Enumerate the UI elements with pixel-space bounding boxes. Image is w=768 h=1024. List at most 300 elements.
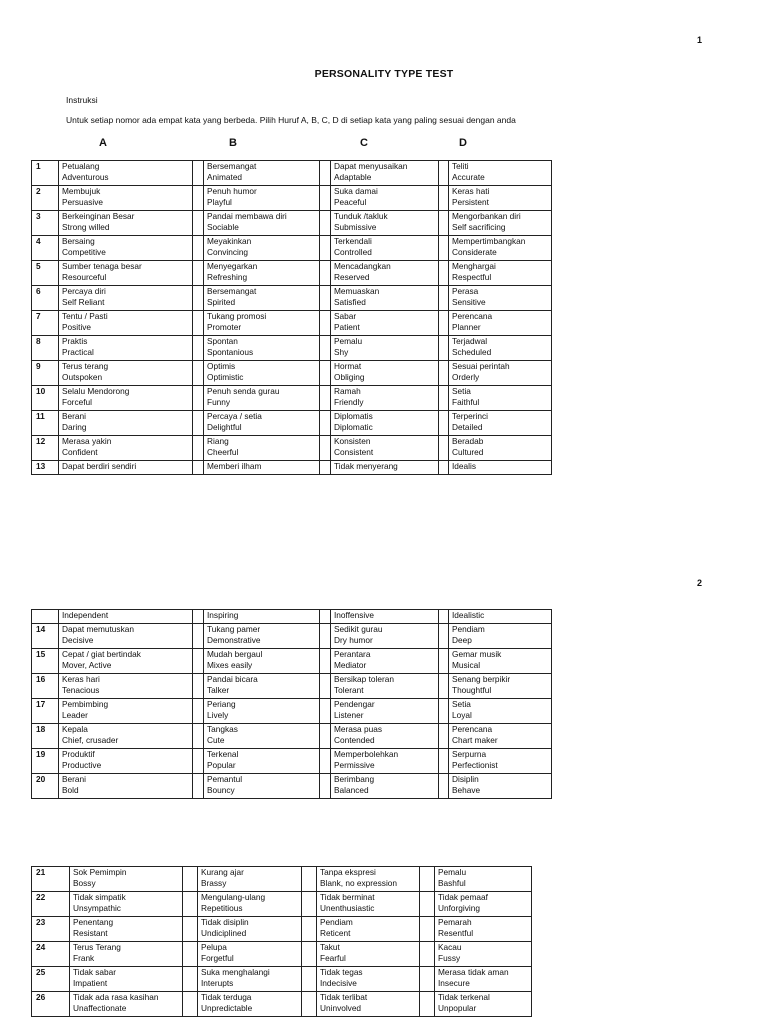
option-d-cell: [449, 261, 552, 286]
option-d-cell: [449, 774, 552, 799]
option-b-cell: [204, 336, 320, 361]
answer-box[interactable]: [439, 436, 449, 461]
indonesian-word: Pendengar: [334, 699, 375, 709]
option-b-cell: [204, 311, 320, 336]
indonesian-word: Tentu / Pasti: [62, 311, 108, 321]
option-c-cell: [331, 236, 439, 261]
answer-box[interactable]: [439, 624, 449, 649]
indonesian-word: Penuh humor: [207, 186, 257, 196]
option-a-cell: [59, 749, 193, 774]
english-word: Lively: [207, 710, 229, 720]
answer-box[interactable]: [193, 311, 204, 336]
answer-box[interactable]: [420, 867, 435, 892]
indonesian-word: Tidak ada rasa kasihan: [73, 992, 159, 1002]
answer-box[interactable]: [320, 610, 331, 624]
answer-box[interactable]: [439, 361, 449, 386]
answer-box[interactable]: [193, 411, 204, 436]
indonesian-word: Kepala: [62, 724, 88, 734]
indonesian-word: Bersemangat: [207, 161, 257, 171]
indonesian-word: Dapat memutuskan: [62, 624, 134, 634]
english-word: Repetitious: [201, 903, 243, 913]
table-row: [32, 261, 552, 286]
answer-box[interactable]: [320, 624, 331, 649]
row-number: 12: [32, 436, 59, 461]
english-word: Forceful: [62, 397, 92, 407]
answer-box[interactable]: [320, 336, 331, 361]
answer-box[interactable]: [302, 967, 317, 992]
english-word: Musical: [452, 660, 481, 670]
english-word: Reserved: [334, 272, 370, 282]
english-word: Insecure: [438, 978, 470, 988]
option-c-cell: [331, 161, 439, 186]
indonesian-word: Tunduk /takluk: [334, 211, 388, 221]
answer-box[interactable]: [320, 361, 331, 386]
english-word: Resistant: [73, 928, 108, 938]
row-number: 21: [32, 867, 70, 892]
indonesian-word: Bersemangat: [207, 286, 257, 296]
indonesian-word: Keras hati: [452, 186, 490, 196]
indonesian-word: Disiplin: [452, 774, 479, 784]
english-word: Consistent: [334, 447, 374, 457]
option-c-cell: [331, 386, 439, 411]
indonesian-word: Hormat: [334, 361, 362, 371]
indonesian-word: Meyakinkan: [207, 236, 252, 246]
indonesian-word: Mencadangkan: [334, 261, 391, 271]
indonesian-word: Bersaing: [62, 236, 95, 246]
option-c-cell: [317, 917, 420, 942]
option-d-cell: [449, 336, 552, 361]
row-number: 1: [32, 161, 59, 186]
answer-box[interactable]: [320, 186, 331, 211]
indonesian-word: Mengulang-ulang: [201, 892, 266, 902]
answer-box[interactable]: [439, 386, 449, 411]
option-b-cell: [204, 411, 320, 436]
english-word: Uninvolved: [320, 1003, 362, 1013]
option-a-cell: [59, 461, 193, 475]
row-number: 2: [32, 186, 59, 211]
answer-box[interactable]: [193, 724, 204, 749]
answer-box[interactable]: [320, 774, 331, 799]
answer-box[interactable]: [193, 674, 204, 699]
answer-box[interactable]: [183, 967, 198, 992]
option-c-cell: [331, 649, 439, 674]
english-word: Strong willed: [62, 222, 110, 232]
row-number: 8: [32, 336, 59, 361]
option-a-cell: [70, 942, 183, 967]
english-word: Delightful: [207, 422, 242, 432]
indonesian-word: Pelupa: [201, 942, 227, 952]
indonesian-word: Terus Terang: [73, 942, 121, 952]
option-d-cell: [435, 917, 532, 942]
english-word: Submissive: [334, 222, 377, 232]
indonesian-word: Berkeinginan Besar: [62, 211, 135, 221]
option-d-cell: [449, 674, 552, 699]
indonesian-word: Penuh senda gurau: [207, 386, 280, 396]
answer-box[interactable]: [302, 917, 317, 942]
answer-box[interactable]: [320, 674, 331, 699]
option-c-cell: [331, 411, 439, 436]
indonesian-word: Idealistic: [452, 610, 485, 620]
table-row: [32, 411, 552, 436]
indonesian-word: Kurang ajar: [201, 867, 244, 877]
english-word: Unaffectionate: [73, 1003, 127, 1013]
option-d-cell: [449, 724, 552, 749]
answer-box[interactable]: [193, 336, 204, 361]
english-word: Blank, no expression: [320, 878, 398, 888]
english-word: Cute: [207, 735, 225, 745]
answer-box[interactable]: [193, 386, 204, 411]
english-word: Competitive: [62, 247, 106, 257]
table-row: [32, 336, 552, 361]
indonesian-word: Pembimbing: [62, 699, 109, 709]
indonesian-word: Percaya diri: [62, 286, 106, 296]
indonesian-word: Independent: [62, 610, 109, 620]
option-a-cell: [59, 436, 193, 461]
indonesian-word: Suka damai: [334, 186, 378, 196]
row-number: 11: [32, 411, 59, 436]
option-b-cell: [198, 917, 302, 942]
indonesian-word: Tidak tegas: [320, 967, 363, 977]
answer-box[interactable]: [320, 261, 331, 286]
option-d-cell: [449, 411, 552, 436]
option-d-cell: [449, 699, 552, 724]
english-word: Productive: [62, 760, 102, 770]
option-b-cell: [204, 286, 320, 311]
answer-box[interactable]: [439, 311, 449, 336]
column-header-c: C: [360, 137, 368, 149]
answer-box[interactable]: [193, 186, 204, 211]
option-a-cell: [59, 699, 193, 724]
indonesian-word: Perantara: [334, 649, 371, 659]
english-word: Thoughtful: [452, 685, 492, 695]
indonesian-word: Terus terang: [62, 361, 109, 371]
table-row: [32, 892, 532, 917]
indonesian-word: Setia: [452, 699, 471, 709]
english-word: Confident: [62, 447, 98, 457]
english-word: Faithful: [452, 397, 480, 407]
option-d-cell: [449, 361, 552, 386]
answer-box[interactable]: [320, 236, 331, 261]
indonesian-word: Ramah: [334, 386, 361, 396]
answer-box[interactable]: [320, 161, 331, 186]
table-row: [32, 624, 552, 649]
indonesian-word: Sedikit gurau: [334, 624, 383, 634]
row-number: 18: [32, 724, 59, 749]
answer-box[interactable]: [320, 436, 331, 461]
answer-box[interactable]: [183, 867, 198, 892]
page-title: PERSONALITY TYPE TEST: [314, 68, 454, 80]
option-d-cell: [449, 311, 552, 336]
english-word: Unpredictable: [201, 1003, 253, 1013]
english-word: Persuasive: [62, 197, 104, 207]
row-number: 3: [32, 211, 59, 236]
option-b-cell: [204, 211, 320, 236]
answer-box[interactable]: [320, 286, 331, 311]
english-word: Brassy: [201, 878, 227, 888]
indonesian-word: Tukang promosi: [207, 311, 267, 321]
option-d-cell: [449, 461, 552, 475]
option-c-cell: [317, 892, 420, 917]
answer-box[interactable]: [320, 411, 331, 436]
answer-box[interactable]: [320, 724, 331, 749]
english-word: Unpopular: [438, 1003, 477, 1013]
option-d-cell: [449, 186, 552, 211]
english-word: Decisive: [62, 635, 94, 645]
answer-box[interactable]: [320, 386, 331, 411]
option-c-cell: [331, 211, 439, 236]
answer-box[interactable]: [439, 699, 449, 724]
english-word: Bashful: [438, 878, 466, 888]
option-c-cell: [317, 942, 420, 967]
english-word: Bold: [62, 785, 79, 795]
english-word: Indecisive: [320, 978, 357, 988]
option-a-cell: [59, 311, 193, 336]
english-word: Tenacious: [62, 685, 100, 695]
option-c-cell: [317, 967, 420, 992]
option-c-cell: [331, 674, 439, 699]
column-header-a: A: [99, 137, 107, 149]
english-word: Adaptable: [334, 172, 372, 182]
answer-box[interactable]: [193, 774, 204, 799]
indonesian-word: Teliti: [452, 161, 469, 171]
answer-box[interactable]: [183, 942, 198, 967]
english-word: Persistent: [452, 197, 489, 207]
option-a-cell: [59, 186, 193, 211]
english-word: Sociable: [207, 222, 239, 232]
option-b-cell: [198, 867, 302, 892]
indonesian-word: Bersikap toleran: [334, 674, 394, 684]
answer-box[interactable]: [320, 699, 331, 724]
answer-box[interactable]: [320, 749, 331, 774]
answer-box[interactable]: [439, 749, 449, 774]
option-d-cell: [435, 892, 532, 917]
option-b-cell: [204, 749, 320, 774]
answer-box[interactable]: [439, 236, 449, 261]
answer-box[interactable]: [439, 211, 449, 236]
indonesian-word: Tidak berminat: [320, 892, 375, 902]
indonesian-word: Optimis: [207, 361, 236, 371]
indonesian-word: Perasa: [452, 286, 479, 296]
table-row: [32, 942, 532, 967]
answer-box[interactable]: [193, 161, 204, 186]
answer-box[interactable]: [420, 917, 435, 942]
english-word: Cheerful: [207, 447, 239, 457]
row-number: 15: [32, 649, 59, 674]
answer-box[interactable]: [193, 211, 204, 236]
answer-box[interactable]: [439, 461, 449, 475]
english-word: Detailed: [452, 422, 483, 432]
option-a-cell: [59, 361, 193, 386]
table-row: [32, 211, 552, 236]
answer-box[interactable]: [439, 610, 449, 624]
answer-box[interactable]: [183, 892, 198, 917]
row-number: 5: [32, 261, 59, 286]
table-row: [32, 461, 552, 475]
option-b-cell: [204, 161, 320, 186]
personality-table-1: [31, 160, 552, 475]
option-a-cell: [59, 724, 193, 749]
option-d-cell: [449, 649, 552, 674]
option-c-cell: [331, 749, 439, 774]
option-d-cell: [449, 161, 552, 186]
answer-box[interactable]: [193, 461, 204, 475]
option-a-cell: [59, 674, 193, 699]
english-word: Daring: [62, 422, 87, 432]
table-row: [32, 749, 552, 774]
instruction-label: Instruksi: [66, 95, 98, 105]
answer-box[interactable]: [183, 992, 198, 1017]
english-word: Obliging: [334, 372, 365, 382]
english-word: Self sacrificing: [452, 222, 506, 232]
indonesian-word: Merasa tidak aman: [438, 967, 509, 977]
option-a-cell: [59, 236, 193, 261]
indonesian-word: Terjadwal: [452, 336, 488, 346]
answer-box[interactable]: [420, 892, 435, 917]
option-a-cell: [70, 992, 183, 1017]
english-word: Unforgiving: [438, 903, 480, 913]
indonesian-word: Keras hari: [62, 674, 100, 684]
option-b-cell: [204, 261, 320, 286]
answer-box[interactable]: [439, 774, 449, 799]
row-number: 17: [32, 699, 59, 724]
answer-box[interactable]: [193, 261, 204, 286]
indonesian-word: Perencana: [452, 724, 493, 734]
indonesian-word: Penentang: [73, 917, 114, 927]
option-d-cell: [449, 286, 552, 311]
english-word: Interupts: [201, 978, 234, 988]
answer-box[interactable]: [439, 286, 449, 311]
option-b-cell: [198, 942, 302, 967]
row-number: 26: [32, 992, 70, 1017]
option-d-cell: [435, 867, 532, 892]
row-number: 10: [32, 386, 59, 411]
english-word: Leader: [62, 710, 88, 720]
answer-box[interactable]: [302, 992, 317, 1017]
table-row: [32, 186, 552, 211]
option-b-cell: [204, 236, 320, 261]
english-word: Self Reliant: [62, 297, 105, 307]
option-c-cell: [331, 610, 439, 624]
answer-box[interactable]: [193, 286, 204, 311]
indonesian-word: Pemalu: [334, 336, 363, 346]
table-row: [32, 992, 532, 1017]
indonesian-word: Merasa yakin: [62, 436, 112, 446]
english-word: Unenthusiastic: [320, 903, 375, 913]
answer-box[interactable]: [193, 649, 204, 674]
row-number: 25: [32, 967, 70, 992]
answer-box[interactable]: [193, 624, 204, 649]
answer-box[interactable]: [302, 942, 317, 967]
english-word: Permissive: [334, 760, 375, 770]
english-word: Mediator: [334, 660, 367, 670]
answer-box[interactable]: [439, 336, 449, 361]
row-number: 23: [32, 917, 70, 942]
answer-box[interactable]: [420, 967, 435, 992]
indonesian-word: Memuaskan: [334, 286, 380, 296]
answer-box[interactable]: [439, 411, 449, 436]
answer-box[interactable]: [193, 361, 204, 386]
answer-box[interactable]: [193, 610, 204, 624]
answer-box[interactable]: [420, 942, 435, 967]
option-b-cell: [204, 386, 320, 411]
personality-table-2: [31, 609, 552, 799]
answer-box[interactable]: [320, 211, 331, 236]
option-b-cell: [204, 624, 320, 649]
option-c-cell: [331, 461, 439, 475]
english-word: Tolerant: [334, 685, 364, 695]
english-word: Outspoken: [62, 372, 103, 382]
table-row: [32, 649, 552, 674]
answer-box[interactable]: [302, 892, 317, 917]
indonesian-word: Gemar musik: [452, 649, 502, 659]
row-number: 19: [32, 749, 59, 774]
option-b-cell: [204, 674, 320, 699]
column-header-d: D: [459, 137, 467, 149]
option-a-cell: [59, 610, 193, 624]
english-word: Planner: [452, 322, 481, 332]
option-b-cell: [198, 892, 302, 917]
answer-box[interactable]: [193, 699, 204, 724]
answer-box[interactable]: [183, 917, 198, 942]
option-a-cell: [59, 386, 193, 411]
english-word: Shy: [334, 347, 349, 357]
table-row: [32, 436, 552, 461]
answer-box[interactable]: [193, 236, 204, 261]
answer-box[interactable]: [439, 186, 449, 211]
answer-box[interactable]: [439, 649, 449, 674]
indonesian-word: Membujuk: [62, 186, 101, 196]
answer-box[interactable]: [320, 311, 331, 336]
option-a-cell: [59, 261, 193, 286]
english-word: Unsympathic: [73, 903, 121, 913]
answer-box[interactable]: [193, 436, 204, 461]
indonesian-word: Mempertimbangkan: [452, 236, 526, 246]
english-word: Spirited: [207, 297, 236, 307]
answer-box[interactable]: [439, 261, 449, 286]
indonesian-word: Pemantul: [207, 774, 243, 784]
option-c-cell: [317, 867, 420, 892]
indonesian-word: Serpurna: [452, 749, 487, 759]
indonesian-word: Menyegarkan: [207, 261, 258, 271]
personality-table-3: [31, 866, 532, 1017]
column-header-b: B: [229, 137, 237, 149]
indonesian-word: Tidak terduga: [201, 992, 252, 1002]
answer-box[interactable]: [320, 461, 331, 475]
option-c-cell: [331, 311, 439, 336]
english-word: Undiciplined: [201, 928, 247, 938]
option-d-cell: [449, 610, 552, 624]
row-number: 16: [32, 674, 59, 699]
option-c-cell: [317, 992, 420, 1017]
indonesian-word: Berimbang: [334, 774, 375, 784]
answer-box[interactable]: [320, 649, 331, 674]
english-word: Fussy: [438, 953, 461, 963]
indonesian-word: Idealis: [452, 461, 476, 471]
english-word: Chart maker: [452, 735, 498, 745]
row-number: [32, 610, 59, 624]
english-word: Perfectionist: [452, 760, 498, 770]
answer-box[interactable]: [439, 674, 449, 699]
answer-box[interactable]: [193, 749, 204, 774]
answer-box[interactable]: [302, 867, 317, 892]
option-b-cell: [204, 699, 320, 724]
indonesian-word: Perencana: [452, 311, 493, 321]
answer-box[interactable]: [439, 161, 449, 186]
option-c-cell: [331, 699, 439, 724]
answer-box[interactable]: [439, 724, 449, 749]
answer-box[interactable]: [420, 992, 435, 1017]
indonesian-word: Tidak menyerang: [334, 461, 398, 471]
